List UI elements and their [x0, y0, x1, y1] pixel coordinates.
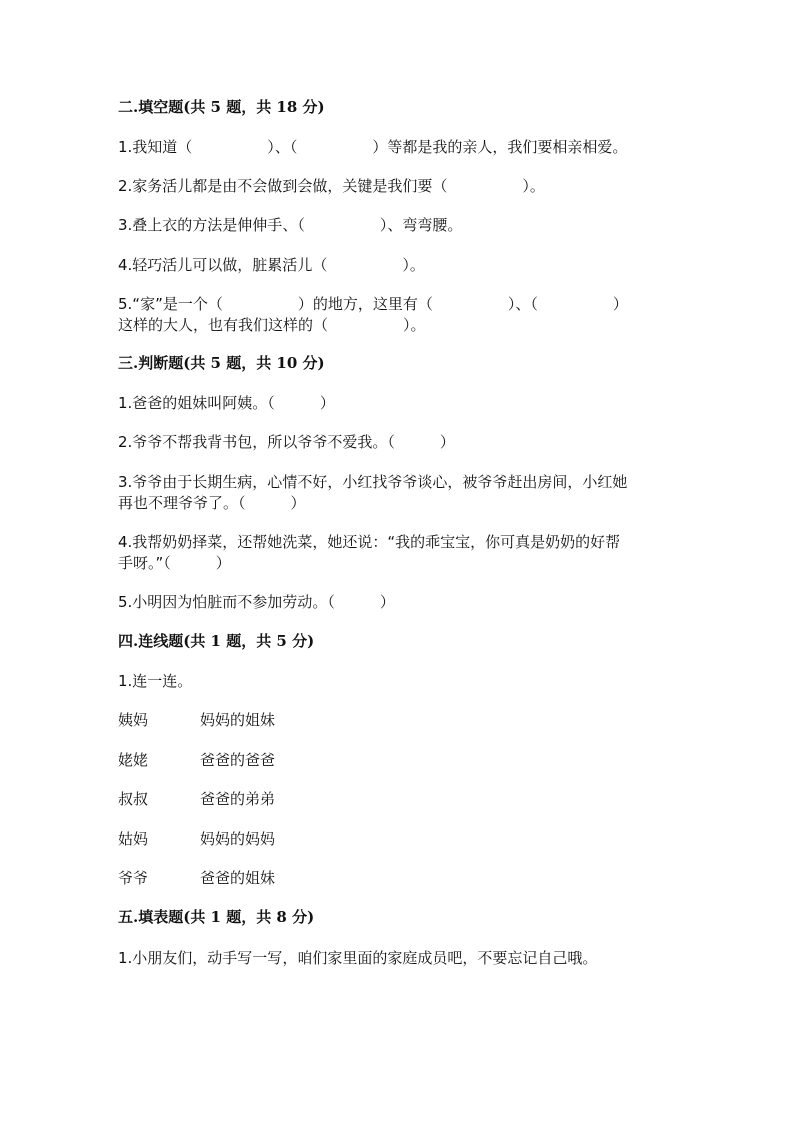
match-definition: 妈妈的姐妹: [200, 711, 276, 729]
question-text: 2.爷爷不帮我背书包，所以爷爷不爱我。（ ）: [118, 433, 455, 451]
section-heading-fill-in: 二.填空题(共 5 题，共 18 分): [118, 98, 325, 116]
match-definition: 妈妈的妈妈: [200, 830, 276, 848]
section-heading-fill-table: 五.填表题(共 1 题，共 8 分): [118, 908, 315, 926]
match-definition: 爸爸的弟弟: [200, 790, 276, 808]
match-term: 叔叔: [118, 790, 149, 808]
question-text: 3.叠上衣的方法是伸伸手、（ ）、弯弯腰。: [118, 216, 463, 234]
question-text: 5.“家”是一个（ ）的地方，这里有（ ）、（ ）: [118, 295, 628, 313]
match-term: 姨妈: [118, 711, 149, 729]
question-text: 1.连一连。: [118, 672, 193, 690]
question-text: 手呀。”（ ）: [118, 554, 231, 572]
question-text: 4.我帮奶奶择菜，还帮她洗菜，她还说：“我的乖宝宝，你可真是奶奶的好帮: [118, 533, 621, 551]
match-term: 姥姥: [118, 751, 149, 769]
match-definition: 爸爸的姐妹: [200, 869, 276, 887]
question-text: 3.爷爷由于长期生病，心情不好，小红找爷爷谈心，被爷爷赶出房间，小红她: [118, 473, 628, 491]
match-term: 姑妈: [118, 830, 149, 848]
question-text: 4.轻巧活儿可以做，脏累活儿（ ）。: [118, 256, 425, 274]
question-text: 再也不理爷爷了。（ ）: [118, 494, 306, 512]
match-term: 爷爷: [118, 869, 149, 887]
section-heading-true-false: 三.判断题(共 5 题，共 10 分): [118, 354, 325, 372]
question-text: 1.小朋友们，动手写一写，咱们家里面的家庭成员吧，不要忘记自己哦。: [118, 949, 598, 967]
question-text: 这样的大人，也有我们这样的（ ）。: [118, 316, 426, 334]
question-text: 5.小明因为怕脏而不参加劳动。（ ）: [118, 593, 395, 611]
match-definition: 爸爸的爸爸: [200, 751, 276, 769]
question-text: 1.爸爸的姐妹叫阿姨。（ ）: [118, 394, 335, 412]
question-text: 2.家务活儿都是由不会做到会做，关键是我们要（ ）。: [118, 177, 545, 195]
question-text: 1.我知道（ ）、（ ）等都是我的亲人，我们要相亲相爱。: [118, 138, 628, 156]
section-heading-matching: 四.连线题(共 1 题，共 5 分): [118, 632, 315, 650]
